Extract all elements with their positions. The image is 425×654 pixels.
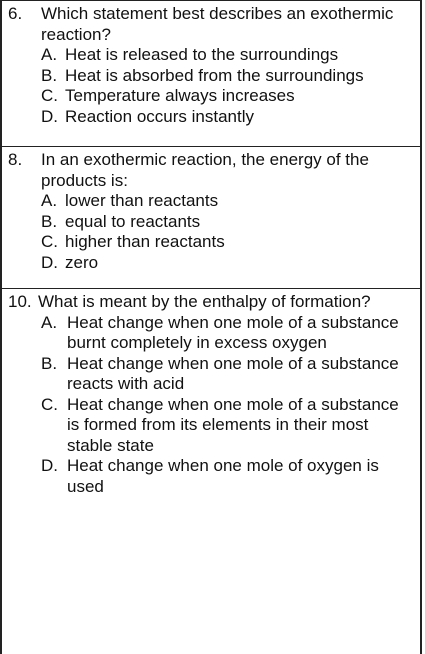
question-text: What is meant by the enthalpy of formation? <box>38 292 371 311</box>
option-a[interactable] <box>2 313 420 354</box>
option-text: zero <box>65 252 99 272</box>
option-d[interactable] <box>2 107 420 128</box>
option-b[interactable] <box>2 354 420 395</box>
question-10 <box>2 292 420 313</box>
question-6 <box>2 4 420 45</box>
question-text: Which statement best describes an exothermic reaction? <box>41 4 394 44</box>
option-letter: B. <box>41 65 58 85</box>
option-letter: B. <box>41 353 58 373</box>
option-d[interactable] <box>2 253 420 274</box>
option-letter: A. <box>41 312 58 332</box>
question-text: In an exothermic reaction, the energy of the products is: <box>41 150 369 190</box>
option-d[interactable] <box>2 456 420 497</box>
question-6-box <box>2 0 420 146</box>
question-number: 6. <box>8 4 23 23</box>
option-letter: D. <box>41 106 58 126</box>
option-letter: C. <box>41 394 58 414</box>
option-c[interactable] <box>2 86 420 107</box>
option-text: Reaction occurs instantly <box>65 106 254 126</box>
option-b[interactable] <box>2 66 420 87</box>
question-8-box <box>2 146 420 288</box>
option-text: Heat change when one mole of a substance reacts with acid <box>67 353 399 393</box>
option-letter: C. <box>41 232 58 251</box>
option-text: higher than reactants <box>65 232 225 251</box>
option-text: Heat is released to the surroundings <box>65 45 339 64</box>
option-letter: B. <box>41 211 58 231</box>
option-letter: A. <box>41 45 58 64</box>
option-letter: D. <box>41 252 58 272</box>
option-a[interactable] <box>2 191 420 212</box>
option-text: Heat change when one mole of a substance is formed from its elements in their most stable state <box>67 394 399 455</box>
option-letter: C. <box>41 86 58 105</box>
question-number: 8. <box>8 150 23 169</box>
option-text: equal to reactants <box>65 211 201 231</box>
option-c[interactable] <box>2 232 420 253</box>
option-text: Temperature always increases <box>65 86 295 105</box>
option-text: Heat change when one mole of a substance burnt completely in excess oxygen <box>67 312 399 352</box>
option-letter: D. <box>41 456 58 475</box>
option-text: lower than reactants <box>65 191 219 210</box>
question-10-box <box>2 288 420 654</box>
option-text: Heat is absorbed from the surroundings <box>65 65 364 85</box>
option-b[interactable] <box>2 212 420 233</box>
question-8 <box>2 150 420 191</box>
option-text: Heat change when one mole of oxygen is used <box>67 456 379 496</box>
option-a[interactable] <box>2 45 420 66</box>
question-number: 10. <box>8 292 32 311</box>
option-letter: A. <box>41 191 58 210</box>
option-c[interactable] <box>2 395 420 457</box>
